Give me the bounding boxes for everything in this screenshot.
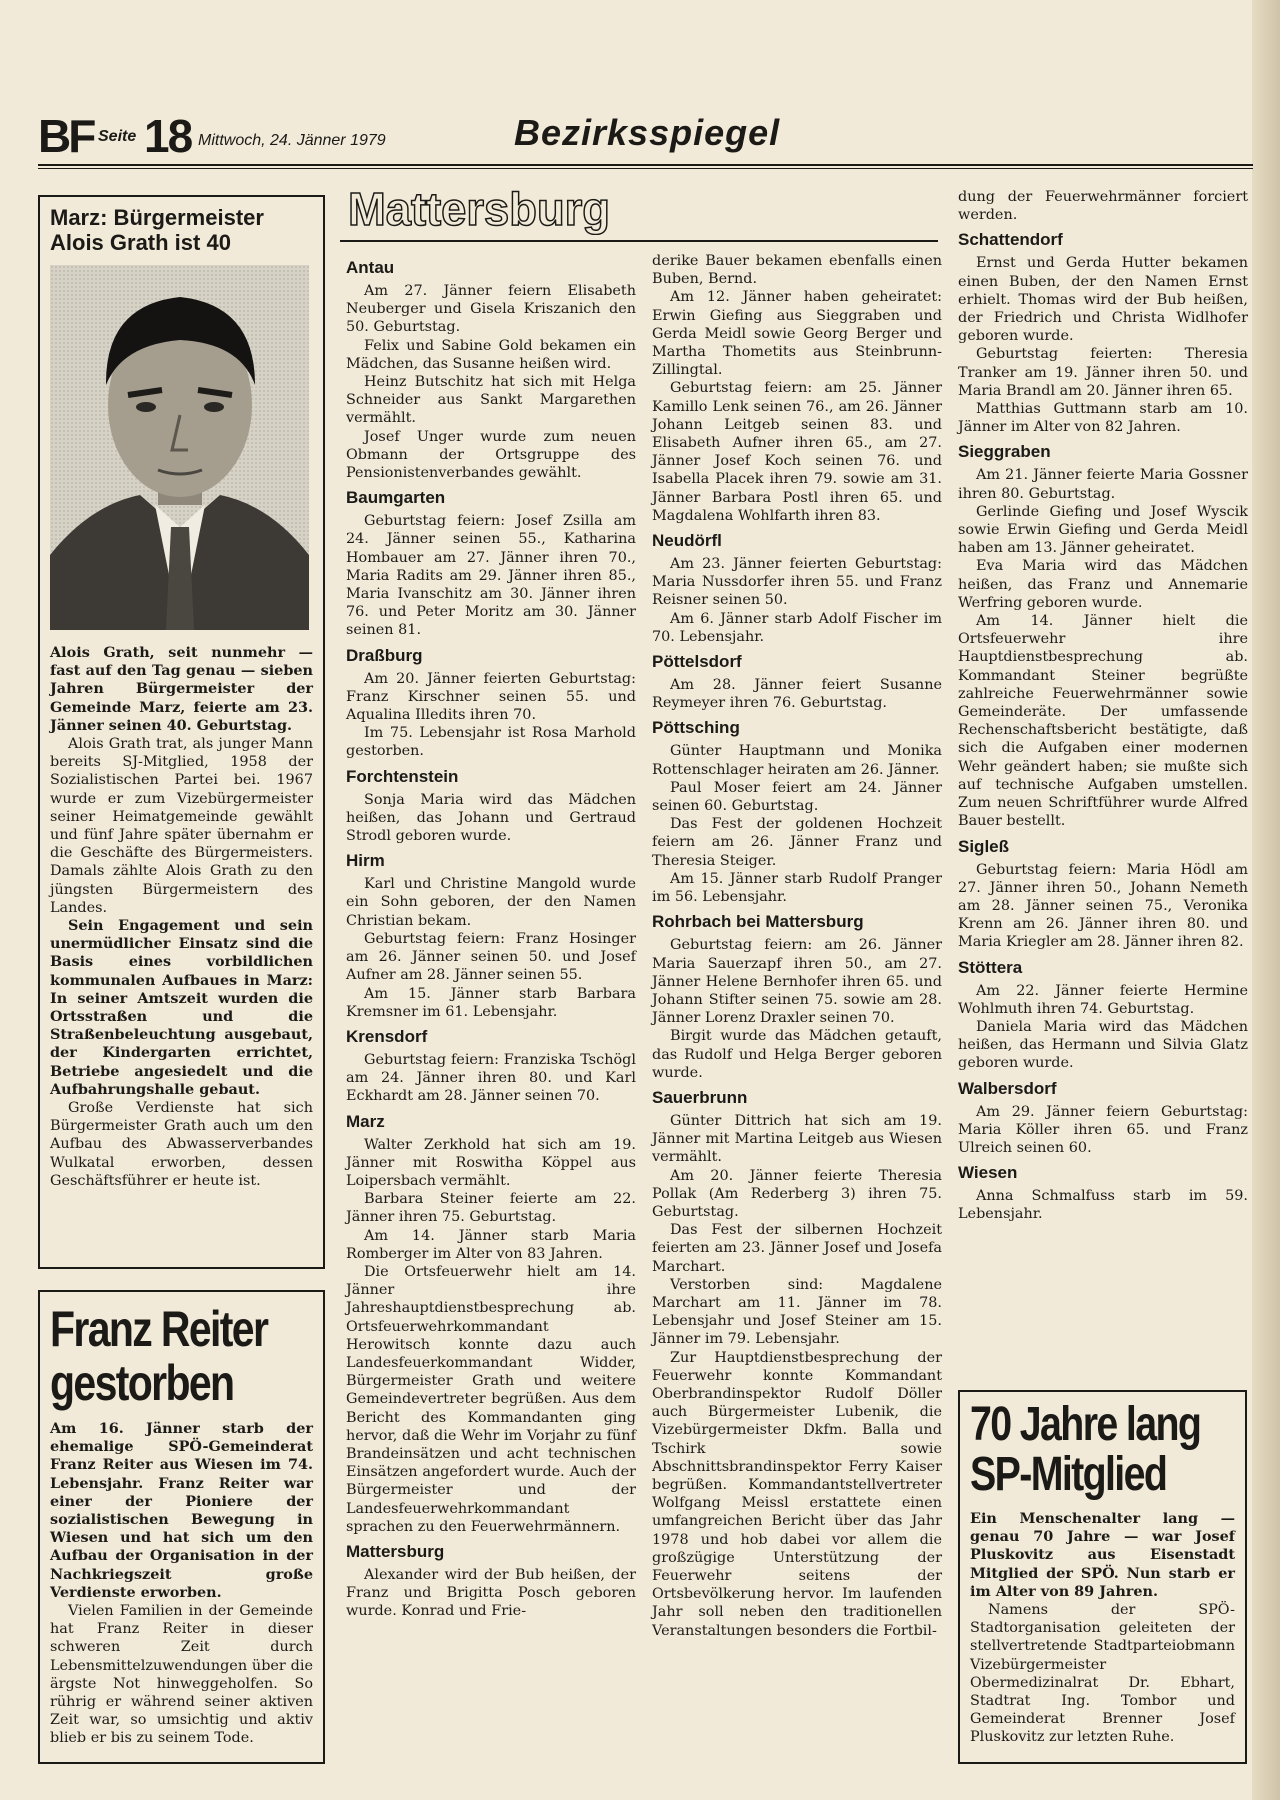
news-item: Verstorben sind: Magdalene Marchart am 11. Jänner im 78. Lebensjahr und Josef Steiner am 15. Jänner im 79. Lebensjahr. [652, 1276, 942, 1348]
town-heading-rohrbach: Rohrbach bei Mattersburg [652, 912, 864, 932]
news-item: Alexander wird der Bub heißen, der Franz und Brigitta Posch geboren wurde. Konrad und Frie- [346, 1566, 636, 1620]
town-heading-marz: Marz [346, 1111, 385, 1131]
reiter-headline-line-2: gestorben [50, 1355, 234, 1411]
mattersburg-column-1 [346, 252, 636, 1621]
issue-date: Mittwoch, 24. Jänner 1979 [198, 132, 386, 149]
town-heading-baumgarten: Baumgarten [346, 488, 446, 508]
news-item: Barbara Steiner feierte am 22. Jänner ihren 75. Geburtstag. [346, 1191, 636, 1226]
town-heading-drassburg: Draßburg [346, 645, 423, 665]
grath-paragraph-3: Große Verdienste hat sich Bürgermeister Grath auch um den Aufbau des Abwasserverbandes Wulkatal erworben, dessen Geschäftsführer er heute ist. [50, 1100, 313, 1189]
mattersburg-title [346, 183, 616, 235]
news-item: Geburtstag feiern: am 26. Jänner Maria Sauerzapf ihren 50., am 27. Jänner Helene Bernhofer ihren 65. und Johann Stifter seinen 75. sowie am 28. Jänner Lorenz Draxler seinen 70. [652, 937, 942, 1027]
reiter-paragraph: Vielen Familien in der Gemeinde hat Franz Reiter in dieser schweren Zeit durch Lebensmittelzuwendungen über die ärgste Not hinweggeholfen. So rührig er während seiner aktiven Zeit war, so umsichtig und aktiv blieb er bis zu seinem Tode. [50, 1603, 313, 1747]
news-item: Am 14. Jänner starb Maria Romberger im Alter von 83 Jahren. [346, 1227, 636, 1262]
news-item: Das Fest der goldenen Hochzeit feiern am 26. Jänner Franz und Theresia Steiger. [652, 816, 942, 869]
news-item: Am 22. Jänner feierte Hermine Wohlmuth ihren 74. Geburtstag. [958, 982, 1248, 1017]
news-item: Gerlinde Giefing und Josef Wyscik sowie Erwin Giefing und Gerda Meidl haben am 13. Jänner geheiratet. [958, 503, 1248, 557]
news-item: Geburtstag feiern: am 25. Jänner Kamillo Lenk seinen 76., am 26. Jänner Johann Leitgeb seinen 83. und Elisabeth Aufner ihren 65., am 27. Jänner Josef Koch seinen 76. und Isabella Placek ihren 79. sowie am 31. Jänner Barbara Postl ihren 65. und Magdalena Wohlfarth ihren 83. [652, 380, 942, 524]
news-item: Geburtstag feiern: Maria Hödl am 27. Jänner ihren 50., Johann Nemeth am 28. Jänner seinen 75., Veronika Krenn am 26. Jänner ihren 80. und Maria Kriegler am 28. Jänner ihren 82. [958, 861, 1248, 951]
grath-headline: Marz: Bürgermeister Alois Grath ist 40 [50, 205, 264, 255]
news-item: Am 23. Jänner feierten Geburtstag: Maria Nussdorfer ihren 55. und Franz Reisner seinen 50. [652, 556, 942, 609]
mattersburg-column-2 [652, 252, 942, 1640]
section-title: Bezirksspiegel [514, 112, 781, 153]
news-item: Am 28. Jänner feiert Susanne Reymeyer ihren 76. Geburtstag. [652, 677, 942, 712]
reiter-headline-line-1: Franz Reiter [50, 1301, 268, 1357]
grath-lead: Alois Grath, seit nunmehr — fast auf den Tag genau — sieben Jahren Bürgermeister der Gemeinde Marz, feierte am 23. Jänner seinen 40. Geburtstag. [50, 644, 313, 734]
pluskovitz-headline-line-1: 70 Jahre lang [970, 1398, 1201, 1451]
news-item: Am 20. Jänner feierten Geburtstag: Franz Kirschner seinen 55. und Aqualina Illedits ihren 70. [346, 670, 636, 724]
news-item: Geburtstag feiern: Franziska Tschögl am 24. Jänner ihren 80. und Karl Eckhardt am 28. Jänner seinen 70. [346, 1051, 636, 1105]
news-item: Heinz Butschitz hat sich mit Helga Schneider aus Sankt Margarethen vermählt. [346, 374, 636, 427]
town-heading-neudoerfl: Neudörfl [652, 531, 722, 551]
grath-paragraph-2: Sein Engagement und sein unermüdlicher Einsatz sind die Basis eines vorbildlichen kommunalen Aufbaues in Marz: In seiner Amtszeit wurden die Ortsstraßen und die Straßenbeleuchtung ausgebaut, der Kindergarten errichtet, Betriebe angesiedelt und die Aufbahrungshalle gebaut. [50, 917, 313, 1098]
news-item: Matthias Guttmann starb am 10. Jänner im Alter von 82 Jahren. [958, 401, 1248, 436]
news-item: Daniela Maria wird das Mädchen heißen, das Hermann und Silvia Glatz geboren wurde. [958, 1018, 1248, 1072]
town-heading-mattersburg: Mattersburg [346, 1541, 445, 1561]
news-item: Zur Hauptdienstbesprechung der Feuerwehr konnte Kommandant Oberbrandinspektor Rudolf Döller auch Bürgermeister Lubenik, die Vizebürgermeister Dkfm. Balla und Tschirk sowie Abschnittsbrandinspektor Ferry Kaiser begrüßen. Kommandantstellvertreter Wolfgang Meissl erstattete einen umfangreichen Bericht über das Jahr 1978 und hob dabei vor allem die großzügige Unterstützung der Feuerwehr seitens der Ortsbevölkerung hervor. Im laufenden Jahr soll neben den traditionellen Veranstaltungen besonders die Fortbil- [652, 1349, 942, 1639]
news-item: Am 29. Jänner feiern Geburtstag: Maria Köller ihren 65. und Franz Ulreich seinen 60. [958, 1103, 1248, 1156]
town-heading-sigless: Sigleß [958, 836, 1010, 856]
news-item: Sonja Maria wird das Mädchen heißen, das Johann und Gertraud Strodl geboren wurde. [346, 791, 636, 845]
town-heading-antau: Antau [346, 258, 395, 277]
news-item: Das Fest der silbernen Hochzeit feierten am 23. Jänner Josef und Josefa Marchart. [652, 1222, 942, 1275]
header-rule-top [38, 164, 1253, 166]
town-heading-forchtenstein: Forchtenstein [346, 766, 459, 786]
portrait-photo [50, 265, 309, 630]
page-number: 18 [144, 110, 192, 162]
news-item: Günter Dittrich hat sich am 19. Jänner mit Martina Leitgeb aus Wiesen vermählt. [652, 1112, 942, 1166]
town-heading-wiesen: Wiesen [958, 1163, 1018, 1183]
news-item: Am 20. Jänner feierte Theresia Pollak (Am Rederberg 3) ihren 75. Geburtstag. [652, 1167, 942, 1220]
grath-article-box [38, 195, 325, 1269]
page-edge-shadow [1252, 0, 1280, 1800]
news-item: Am 27. Jänner feiern Elisabeth Neuberger und Gisela Kriszanich den 50. Geburtstag. [346, 283, 636, 336]
town-heading-krensdorf: Krensdorf [346, 1026, 428, 1046]
header-rule-bottom [38, 168, 1253, 169]
news-item: derike Bauer bekamen ebenfalls einen Buben, Bernd. [652, 253, 942, 288]
news-item: Walter Zerkhold hat sich am 19. Jänner mit Roswitha Köppel aus Loipersbach vermählt. [346, 1136, 636, 1189]
news-item: Geburtstag feiern: Franz Hosinger am 26. Jänner seinen 50. und Josef Aufner am 28. Jänner seinen 55. [346, 930, 636, 984]
town-heading-walbersdorf: Walbersdorf [958, 1078, 1057, 1098]
news-item: Josef Unger wurde zum neuen Obmann der Ortsgruppe des Pensionistenverbandes gewählt. [346, 428, 636, 482]
news-item: Birgit wurde das Mädchen getauft, das Rudolf und Helga Berger geboren wurde. [652, 1028, 942, 1081]
town-heading-poettsching: Pöttsching [652, 718, 740, 738]
news-item: Am 15. Jänner starb Barbara Kremsner im 61. Lebensjahr. [346, 985, 636, 1020]
news-item: Anna Schmalfuss starb im 59. Lebensjahr. [958, 1188, 1248, 1223]
pluskovitz-headline-line-2: SP-Mitglied [970, 1448, 1167, 1501]
town-heading-schattendorf: Schattendorf [958, 230, 1063, 250]
news-item: Geburtstag feiern: Josef Zsilla am 24. Jänner seinen 55., Katharina Hombauer am 27. Jänner ihren 70., Maria Radits am 29. Jänner ihren 85., Maria Ivanschitz am 30. Jänner ihren 76. und Peter Moritz am 30. Jänner seinen 81. [346, 513, 636, 639]
news-item: Am 21. Jänner feierte Maria Gossner ihren 80. Geburtstag. [958, 467, 1248, 502]
news-item: Am 6. Jänner starb Adolf Fischer im 70. Lebensjahr. [652, 610, 942, 645]
news-item: Günter Hauptmann und Monika Rottenschlager heiraten am 26. Jänner. [652, 743, 942, 778]
town-heading-sauerbrunn: Sauerbrunn [652, 1087, 748, 1107]
paper-logo: BF [38, 110, 94, 162]
town-heading-sieggraben: Sieggraben [958, 442, 1051, 462]
news-item: Paul Moser feiert am 24. Jänner seinen 60. Geburtstag. [652, 779, 942, 815]
grath-paragraph-1: Alois Grath trat, als junger Mann bereits SJ-Mitglied, 1958 der Sozialistischen Partei bei. 1967 wurde er zum Vizebürgermeister seiner Heimatgemeinde gewählt und fünf Jahre später übernahm er die Geschäfte des Bürgermeisters. Damals zählte Alois Grath zu den jüngsten Bürgermeistern des Landes. [50, 736, 313, 916]
news-item: Geburtstag feierten: Theresia Tranker am 19. Jänner ihren 50. und Maria Brandl am 20. Jänner ihren 65. [958, 346, 1248, 399]
news-item: Die Ortsfeuerwehr hielt am 14. Jänner ihre Jahreshauptdienstbesprechung ab. Ortsfeuerwehrkommandant Herowitsch konnte dazu auch Landesfeuerkommandant Widder, Bürgermeister Grath und weitere Gemeindevertreter begrüßen. Aus dem Bericht des Kommandanten ging hervor, daß die Wehr im Vorjahr zu fünf Brandeinsätzen und acht technischen Einsätzen angefordert wurde. Auch der Bürgermeister und der Landesfeuerwehrkommandant sprachen zu den Feuerwehrmännern. [346, 1263, 636, 1535]
news-item: dung der Feuerwehrmänner forciert werden. [958, 189, 1248, 224]
news-item: Eva Maria wird das Mädchen heißen, das Franz und Annemarie Werfring geboren wurde. [958, 558, 1248, 611]
pluskovitz-article-box [958, 1390, 1247, 1764]
town-heading-poettelsdorf: Pöttelsdorf [652, 652, 742, 672]
news-item: Ernst und Gerda Hutter bekamen einen Buben, der den Namen Ernst erhielt. Thomas wird der Bub heißen, der Friedrich und Christa Widlhofer geboren wurde. [958, 255, 1248, 345]
reiter-lead: Am 16. Jänner starb der ehemalige SPÖ-Gemeinderat Franz Reiter aus Wiesen im 74. Lebensjahr. Franz Reiter war einer der Pioniere der sozialistischen Bewegung in Wiesen und hat sich um den Aufbau der Organisation in der Nachkriegszeit große Verdienste erworben. [50, 1420, 313, 1601]
pluskovitz-lead: Ein Menschenalter lang — genau 70 Jahre — war Josef Pluskovitz aus Eisenstadt Mitglied der SPÖ. Nun starb er im Alter von 89 Jahren. [970, 1510, 1235, 1600]
news-item: Am 14. Jänner hielt die Ortsfeuerwehr ihre Hauptdienstbesprechung ab. Kommandant Steiner begrüßte zahlreiche Feuerwehrmänner sowie Gemeinderäte. Der umfassende Rechenschaftsbericht bestätigte, daß sich die Aufgaben einer modernen Wehr geändert haben; sie mußte sich auf technische Aufgaben umstellen. Zum neuen Schriftführer wurde Alfred Bauer bestellt. [958, 613, 1248, 830]
news-item: Am 12. Jänner haben geheiratet: Erwin Giefing aus Sieggraben und Gerda Meidl sowie Georg Berger und Martha Thometits aus Steinbrunn-Zillingtal. [652, 289, 942, 379]
pluskovitz-paragraph: Namens der SPÖ-Stadtorganisation geleiteten der stellvertretende Stadtparteiobmann Vizebürgermeister Obermedizinalrat Dr. Ebhart, Stadtrat Ing. Tombor und Gemeinderat Brenner Josef Pluskovitz zur letzten Ruhe. [970, 1602, 1235, 1746]
news-item: Karl und Christine Mangold wurde ein Sohn geboren, der den Namen Christian bekam. [346, 876, 636, 929]
reiter-article-box [38, 1290, 325, 1764]
news-item: Felix und Sabine Gold bekamen ein Mädchen, das Susanne heißen wird. [346, 337, 636, 372]
town-heading-stoettera: Stöttera [958, 957, 1023, 977]
mattersburg-title-text: Mattersburg [348, 183, 610, 235]
masthead [38, 112, 1253, 164]
news-item: Im 75. Lebensjahr ist Rosa Marhold gestorben. [346, 725, 636, 760]
news-item: Am 15. Jänner starb Rudolf Pranger im 56. Lebensjahr. [652, 870, 942, 906]
page-label: Seite [98, 128, 137, 145]
mattersburg-rule [340, 240, 938, 242]
mattersburg-column-3 [958, 188, 1248, 1224]
town-heading-hirm: Hirm [346, 851, 385, 871]
